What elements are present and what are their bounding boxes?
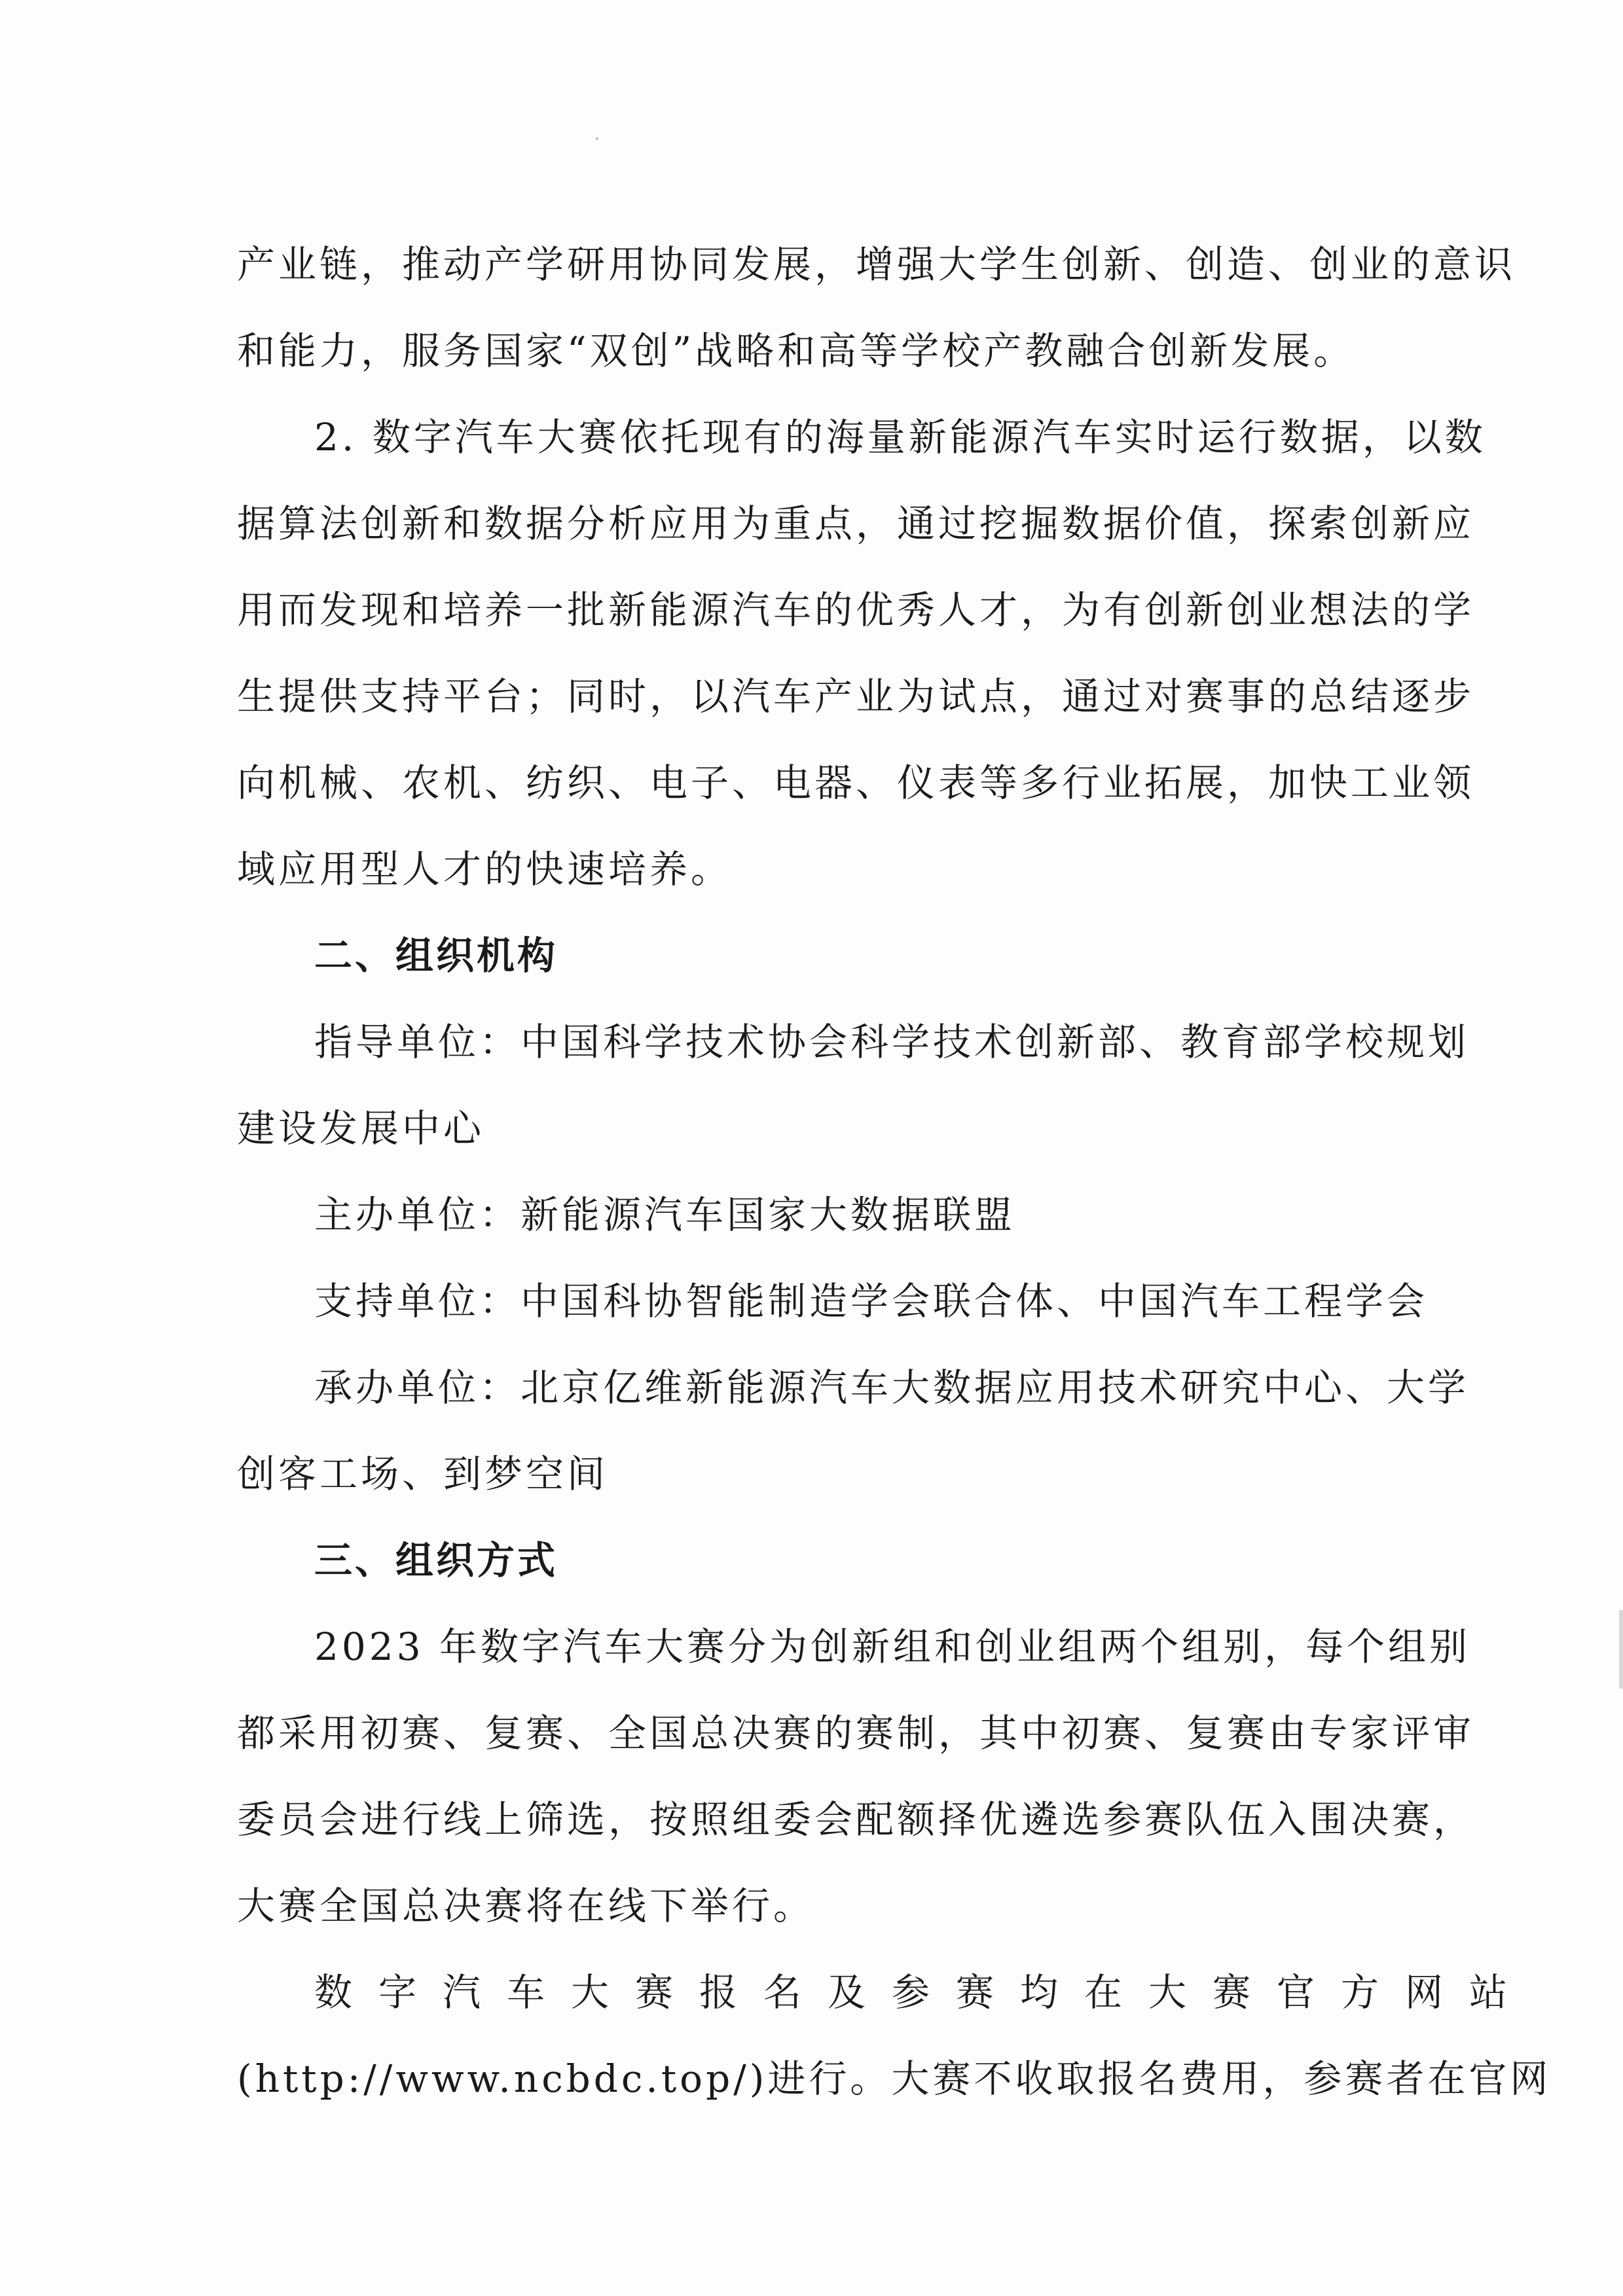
- paragraph-line: 生提供支持平台；同时，以汽车产业为试点，通过对赛事的总结逐步: [237, 674, 1475, 719]
- paragraph-line: 支持单位：中国科协智能制造学会联合体、中国汽车工程学会: [314, 1279, 1429, 1323]
- paragraph-line: 域应用型人才的快速培养。: [237, 847, 733, 891]
- scan-speck: [596, 137, 598, 140]
- paragraph-line: 和能力，服务国家“双创”战略和高等学校产教融合创新发展。: [237, 329, 1355, 373]
- paragraph-line: 建设发展中心: [237, 1106, 485, 1151]
- paragraph-line: 2. 数字汽车大赛依托现有的海量新能源汽车实时运行数据，以数: [314, 415, 1486, 459]
- paragraph-line: 指导单位：中国科学技术协会科学技术创新部、教育部学校规划: [314, 1020, 1470, 1064]
- paragraph-line: 创客工场、到梦空间: [237, 1452, 609, 1496]
- paragraph-line: 用而发现和培养一批新能源汽车的优秀人才，为有创新创业想法的学: [237, 588, 1475, 632]
- section-heading-method: 三、组织方式: [314, 1538, 558, 1583]
- paragraph-line: 产业链，推动产学研用协同发展，增强大学生创新、创造、创业的意识: [237, 242, 1516, 287]
- paragraph-line-spread: 数字汽车大赛报名及参赛均在大赛官方网站: [314, 1970, 1534, 2015]
- section-heading-organization: 二、组织机构: [314, 933, 558, 978]
- paragraph-line: 2023 年数字汽车大赛分为创新组和创业组两个组别，每个组别: [314, 1624, 1471, 1669]
- paragraph-line: 据算法创新和数据分析应用为重点，通过挖掘数据价值，探索创新应: [237, 501, 1475, 546]
- paragraph-line: 承办单位：北京亿维新能源汽车大数据应用技术研究中心、大学: [314, 1365, 1470, 1410]
- paragraph-line: 大赛全国总决赛将在线下举行。: [237, 1884, 815, 1928]
- paragraph-line: 都采用初赛、复赛、全国总决赛的赛制，其中初赛、复赛由专家评审: [237, 1711, 1475, 1755]
- paragraph-line: 向机械、农机、纺织、电子、电器、仪表等多行业拓展，加快工业领: [237, 761, 1475, 805]
- paragraph-line: 委员会进行线上筛选，按照组委会配额择优遴选参赛队伍入围决赛，: [237, 1797, 1475, 1842]
- document-body: [237, 221, 1552, 2122]
- paragraph-line: 主办单位：新能源汽车国家大数据联盟: [314, 1193, 1016, 1237]
- scan-edge-mark: [1619, 1610, 1623, 1689]
- paragraph-line: (http://www.ncbdc.top/)进行。大赛不收取报名费用，参赛者在官网: [237, 2056, 1552, 2101]
